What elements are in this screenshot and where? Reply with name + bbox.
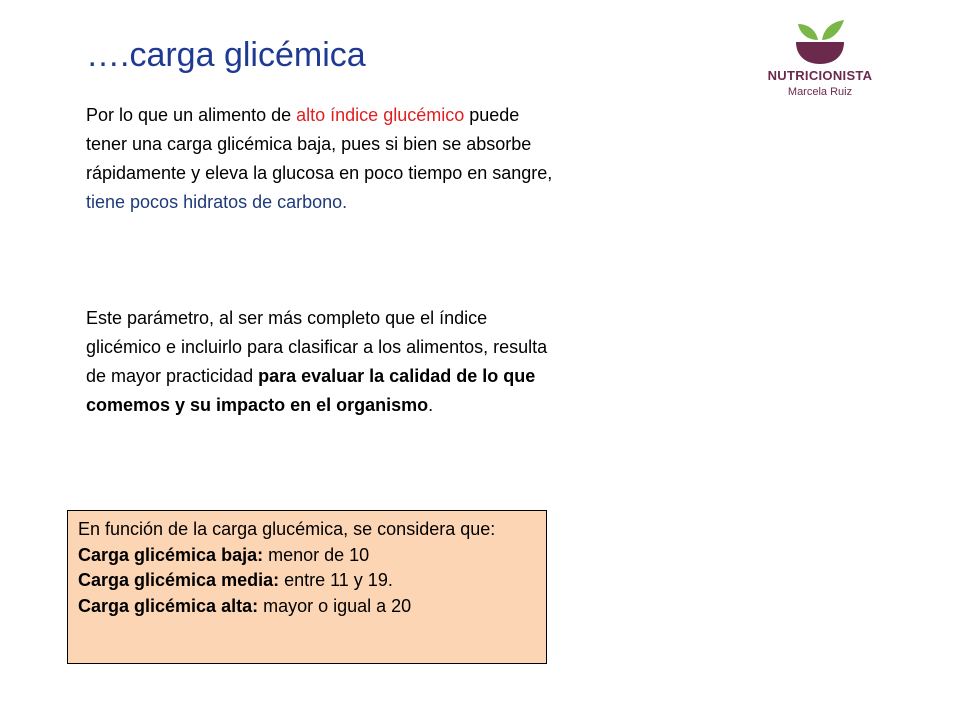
- paragraph-glycemic-load: [86, 101, 556, 217]
- classification-value: menor de 10: [263, 544, 370, 565]
- slide-title: ….carga glicémica: [86, 36, 366, 74]
- logo-subtitle: Marcela Ruiz: [787, 86, 853, 98]
- highlight-high-index: alto índice glucémico: [296, 105, 465, 125]
- classification-row-low: [78, 543, 536, 569]
- classification-row-high: [78, 594, 536, 620]
- brand-logo: [760, 18, 880, 108]
- paragraph-parameter: [86, 304, 556, 420]
- classification-value: mayor o igual a 20: [258, 595, 412, 616]
- classification-row-medium: [78, 568, 536, 594]
- paragraph-bold-text: para evaluar la calidad de lo que comemos y su impacto en el organismo: [86, 366, 536, 415]
- paragraph-text: Este parámetro, al ser más completo que el índice glicémico e incluirlo para clasificar a los alimentos, resulta de mayor practicidad: [86, 308, 548, 386]
- paragraph-text: Por lo que un alimento de: [86, 105, 297, 125]
- classification-label: Carga glicémica media:: [78, 570, 280, 590]
- logo-name: NUTRICIONISTA: [767, 68, 873, 83]
- paragraph-text: puede tener una carga glicémica baja, pues si bien se absorbe rápidamente y eleva la glucosa en poco tiempo en sangre,: [86, 105, 553, 183]
- box-intro: En función de la carga glucémica, se considera que:: [78, 519, 496, 539]
- bowl-leaf-logo-icon: [790, 18, 850, 66]
- classification-value: entre 11 y 19.: [279, 570, 393, 590]
- classification-label: Carga glicémica baja:: [78, 544, 264, 565]
- classification-box: [67, 510, 547, 664]
- highlight-few-carbs: tiene pocos hidratos de carbono.: [86, 192, 348, 212]
- classification-label: Carga glicémica alta:: [78, 595, 259, 616]
- paragraph-end: .: [428, 395, 434, 415]
